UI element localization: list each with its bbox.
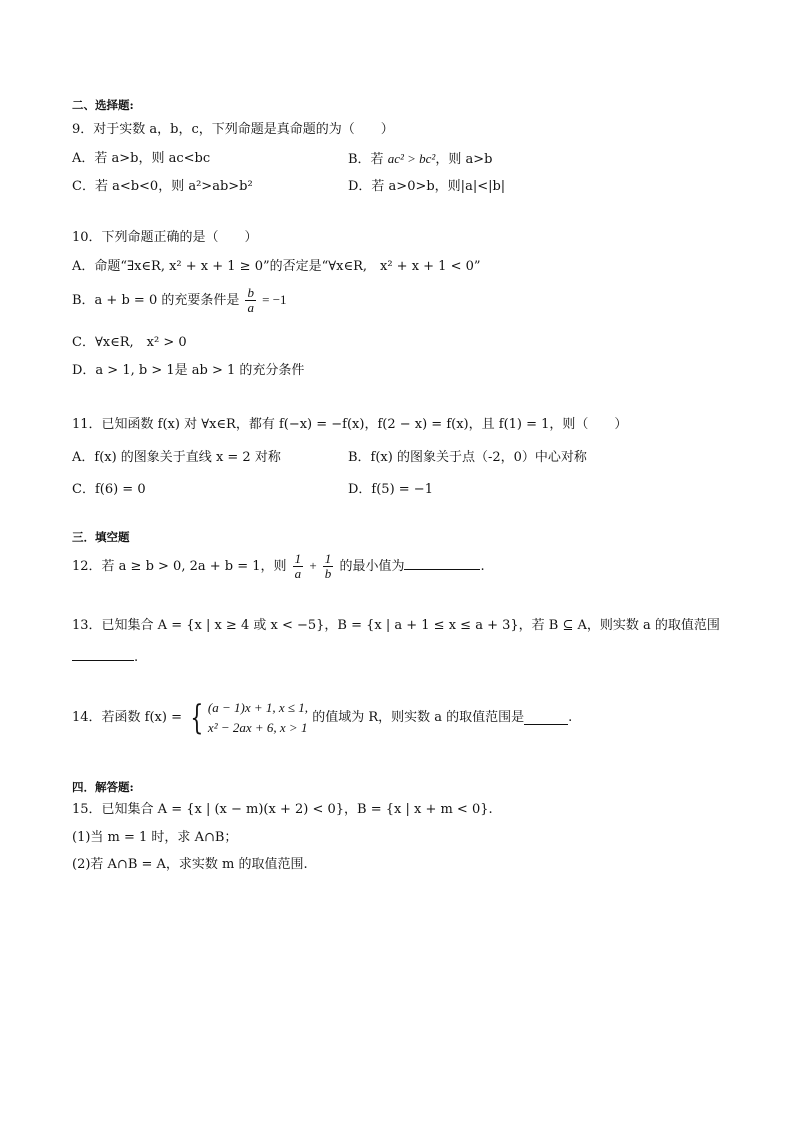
q15-stem: 15．已知集合 A = {x | (x − m)(x + 2) < 0}，B = {x | x + m < 0}. <box>72 802 493 817</box>
q10-option-d: D．a > 1, b > 1是 ab > 1 的充分条件 <box>72 363 305 378</box>
q12 <box>72 552 485 581</box>
q9-option-b-pre: B．若 <box>348 152 384 167</box>
q12-end: . <box>480 559 485 574</box>
section-heading-choice: 二、选择题: <box>72 98 134 112</box>
q13-line2 <box>72 648 138 667</box>
q11-stem: 11．已知函数 f(x) 对 ∀x∈R，都有 f(−x) = −f(x)，f(2 − x) = f(x)，且 f(1) = 1，则（ ） <box>72 417 628 432</box>
q12-fraction-1-denominator: a <box>294 566 302 581</box>
q9-stem: 9．对于实数 a，b，c，下列命题是真命题的为（ ） <box>72 122 394 137</box>
q13-answer-blank[interactable] <box>72 648 134 661</box>
q14-case-2: x² − 2ax + 6, x > 1 <box>207 720 308 735</box>
q12-fraction-1 <box>293 552 304 581</box>
q10-option-a: A．命题“∃x∈R, x² + x + 1 ≥ 0”的否定是“∀x∈R, x² + x + 1 < 0” <box>72 259 481 274</box>
q11-option-a: A．f(x) 的图象关于直线 x = 2 对称 <box>72 450 281 465</box>
q14-post: 的值域为 R，则实数 a 的取值范围是 <box>312 710 525 725</box>
q10-option-b-fraction <box>245 286 256 315</box>
q13-line1: 13．已知集合 A = {x | x ≥ 4 或 x < −5}，B = {x | a + 1 ≤ x ≤ a + 3}，若 B ⊆ A，则实数 a 的取值范围 <box>72 618 720 633</box>
q11-option-b: B．f(x) 的图象关于点（-2，0）中心对称 <box>348 450 587 465</box>
q10-fraction-numerator: b <box>247 285 254 300</box>
q12-plus: + <box>309 558 317 573</box>
q10-option-b-pre: B．a + b = 0 的充要条件是 <box>72 293 240 308</box>
q14-end: . <box>568 710 573 725</box>
q12-fraction-2-denominator: b <box>324 566 332 581</box>
q12-fraction-1-numerator: 1 <box>294 551 302 566</box>
q9-option-d: D．若 a>0>b，则|a|<|b| <box>348 179 506 194</box>
q9-option-b <box>348 150 492 169</box>
q10-option-b <box>72 286 287 315</box>
q10-option-b-post: = −1 <box>262 292 287 307</box>
q14-cases <box>208 698 308 738</box>
q13-end: . <box>134 650 139 665</box>
q10-stem: 10．下列命题正确的是（ ） <box>72 230 258 245</box>
q12-fraction-2-numerator: 1 <box>324 551 332 566</box>
q15-part-1: (1)当 m = 1 时，求 A∩B； <box>72 830 238 845</box>
q10-fraction-denominator: a <box>247 300 254 315</box>
section-heading-answer: 四．解答题: <box>72 780 134 794</box>
section-heading-fill: 三．填空题 <box>72 530 130 544</box>
q12-post: 的最小值为 <box>339 559 405 574</box>
q12-answer-blank[interactable] <box>404 557 480 570</box>
q15-part-2: (2)若 A∩B = A，求实数 m 的取值范围. <box>72 857 308 872</box>
q11-option-d: D．f(5) = −1 <box>348 482 433 497</box>
q14-case-1: (a − 1)x + 1, x ≤ 1, <box>207 700 309 715</box>
q11-option-c: C．f(6) = 0 <box>72 482 146 497</box>
q12-pre: 12．若 a ≥ b > 0, 2a + b = 1，则 <box>72 559 287 574</box>
q9-option-b-post: ，则 a>b <box>435 152 493 167</box>
q14 <box>72 698 572 738</box>
q14-brace: { <box>190 698 204 738</box>
q14-pre: 14．若函数 f(x) = <box>72 710 182 725</box>
q9-option-b-math: ac² > bc² <box>387 151 436 166</box>
q12-fraction-2 <box>323 552 334 581</box>
q10-option-c: C．∀x∈R, x² > 0 <box>72 335 187 350</box>
q9-option-a: A．若 a>b，则 ac<bc <box>72 151 211 166</box>
q9-option-c: C．若 a<b<0，则 a²>ab>b² <box>72 179 253 194</box>
q14-answer-blank[interactable] <box>524 712 568 725</box>
